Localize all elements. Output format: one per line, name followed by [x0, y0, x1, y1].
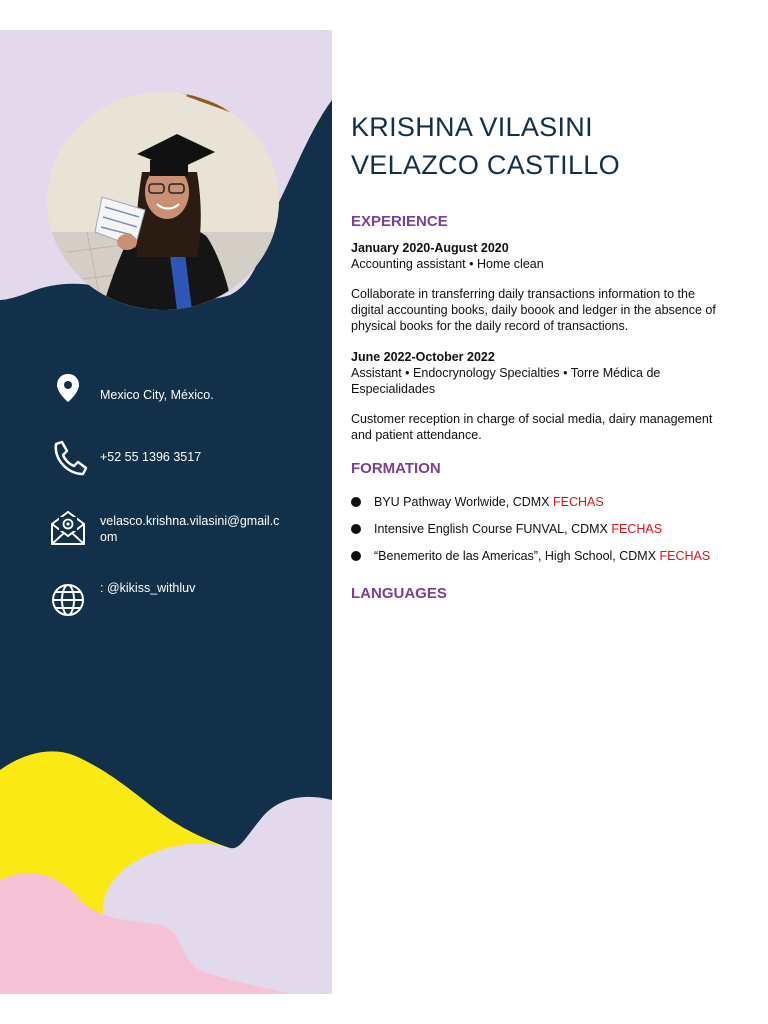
- profile-photo: [47, 92, 279, 310]
- formation-item-dates: FECHAS: [659, 549, 711, 563]
- bullet-icon: [351, 524, 361, 534]
- social-text[interactable]: : @kikiss_withluv: [100, 581, 196, 595]
- formation-item: [351, 494, 751, 510]
- sidebar: [0, 30, 332, 994]
- phone-text: +52 55 1396 3517: [100, 450, 202, 464]
- experience-heading: EXPERIENCE: [351, 213, 448, 230]
- bullet-icon: [351, 551, 361, 561]
- formation-item-text: BYU Pathway Worlwide, CDMX: [374, 495, 553, 509]
- job-2-description: Customer reception in charge of social media, dairy management and patient attendance.: [351, 412, 713, 442]
- formation-item-dates: FECHAS: [553, 495, 604, 509]
- name-line-2: VELAZCO CASTILLO: [351, 150, 620, 180]
- formation-item: [351, 548, 751, 564]
- job-1-role: Accounting assistant • Home clean: [351, 257, 544, 271]
- job-1-dates: January 2020-August 2020: [351, 241, 509, 255]
- job-2-header: [351, 349, 723, 397]
- phone-icon: [48, 438, 88, 478]
- job-1-header: [351, 240, 723, 272]
- globe-icon: [48, 580, 88, 620]
- job-1-description: Collaborate in transferring daily transactions information to the digital accounting books, daily boook and ledger in the absence of physical books for the daily record of transactions.: [351, 287, 716, 333]
- email-envelope-icon: [48, 508, 88, 548]
- formation-heading: FORMATION: [351, 460, 441, 477]
- full-name: [351, 108, 731, 184]
- location-pin-icon: [48, 370, 88, 410]
- job-2-dates: June 2022-October 2022: [351, 350, 495, 364]
- formation-item-text: “Benemerito de las Americas”, High School, CDMX: [374, 549, 660, 563]
- bullet-icon: [351, 497, 361, 507]
- formation-item-text: Intensive English Course FUNVAL, CDMX: [374, 522, 612, 536]
- name-line-1: KRISHNA VILASINI: [351, 112, 593, 142]
- formation-item: [351, 521, 751, 537]
- location-text: Mexico City, México.: [100, 388, 214, 402]
- job-2-role: Assistant • Endocrynology Specialties • Torre Médica de Especialidades: [351, 366, 661, 396]
- languages-heading: LANGUAGES: [351, 585, 447, 602]
- email-text[interactable]: velasco.krishna.vilasini@gmail.com: [100, 514, 280, 544]
- formation-item-dates: FECHAS: [611, 522, 663, 536]
